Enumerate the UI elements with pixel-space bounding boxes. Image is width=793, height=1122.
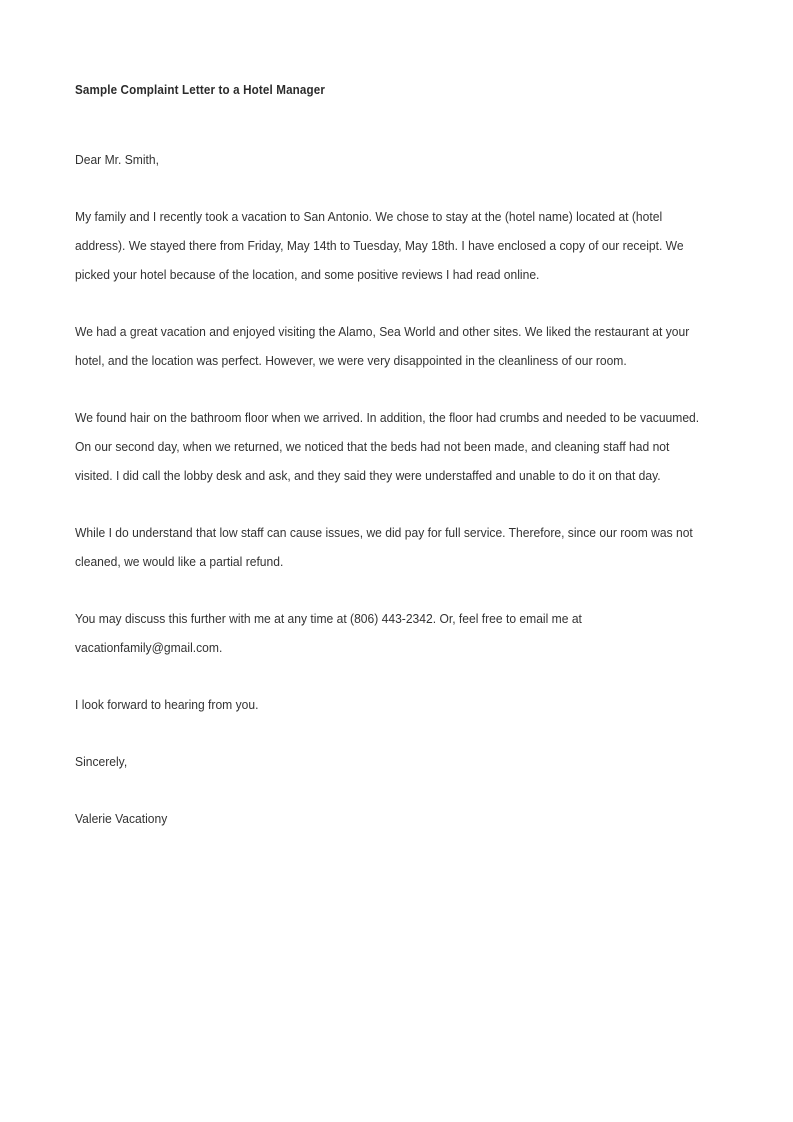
- letter-closing-statement: I look forward to hearing from you.: [75, 697, 259, 712]
- letter-signature-name: Valerie Vacationy: [75, 811, 168, 826]
- letter-closing-salutation: Sincerely,: [75, 754, 128, 769]
- letter-paragraph-5-contact: You may discuss this further with me at any time at (806) 443-2342. Or, feel free to email me at vacationfamily@gmail.com.: [75, 611, 582, 655]
- page-title: Sample Complaint Letter to a Hotel Manager: [75, 83, 326, 97]
- letter-paragraph-4: While I do understand that low staff can cause issues, we did pay for full service. Therefore, since our room was not cleaned, we would like a partial refund.: [75, 525, 693, 569]
- letter-paragraph-3: We found hair on the bathroom floor when we arrived. In addition, the floor had crumbs and needed to be vacuumed. On our second day, when we returned, we noticed that the beds had not been made, and cleaning staff had not visited. I did call the lobby desk and ask, and they said they were understaffed and unable to do it on that day.: [75, 410, 700, 483]
- letter-paragraph-1: My family and I recently took a vacation to San Antonio. We chose to stay at the (hotel name) located at (hotel address). We stayed there from Friday, May 14th to Tuesday, May 18th. I have enclosed a copy of our receipt. We picked your hotel because of the location, and some positive reviews I had read online.: [75, 209, 684, 282]
- letter-salutation: Dear Mr. Smith,: [75, 152, 159, 167]
- letter-body: [75, 82, 705, 846]
- letter-paragraph-2: We had a great vacation and enjoyed visiting the Alamo, Sea World and other sites. We liked the restaurant at your hotel, and the location was perfect. However, we were very disappointed in the cleanliness of our room.: [75, 324, 690, 368]
